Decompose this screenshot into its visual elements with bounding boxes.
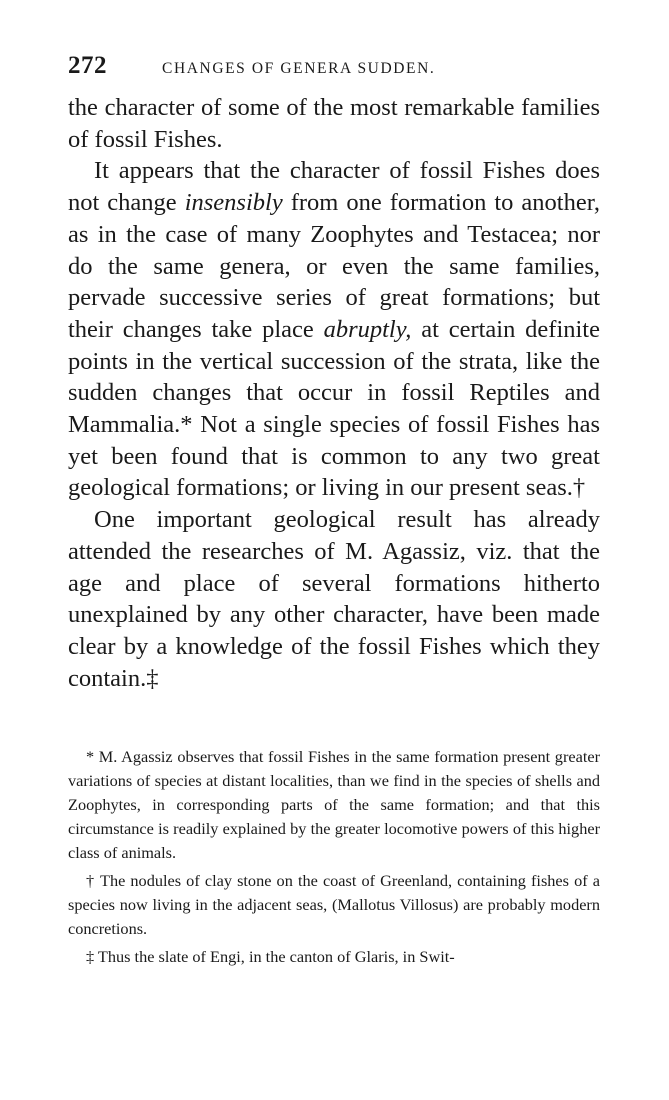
paragraph-2-part-c: from one formation to another, as in the case of many Zoophytes and Testacea; nor do the same genera, or even the same families, pervade successive series of great formations; but their changes take place — [68, 189, 601, 343]
footnote-dagger: † The nodules of clay stone on the coast of Greenland, containing fishes of a species now living in the adjacent seas, (Mallotus Villosus) are probably modern concretions. — [68, 870, 600, 938]
page-header — [68, 52, 600, 92]
body-text — [68, 92, 600, 694]
running-head: CHANGES OF GENERA SUDDEN. — [162, 60, 436, 77]
footnotes — [68, 745, 600, 968]
footnote-asterisk: * M. Agassiz observes that fossil Fishes in the same formation present greater variations of species at distant localities, than we find in the species of shells and Zoophytes, in corresponding parts of the same formation; and that this circumstance is readily explained by the greater locomotive powers of this higher class of animals. — [68, 747, 600, 862]
page-number: 272 — [68, 52, 107, 79]
paragraph-2-part-a: It appears that the character of fossil Fishes does not change — [68, 157, 600, 217]
paragraph-2-part-e: at certain definite points in the vertical succession of the strata, like the sudden changes that occur in fossil Reptiles and Mammalia.* Not a single species of fossil Fishes has yet been found that is common to any two great geological formations; or living in our present seas.† — [68, 315, 600, 502]
section-spacer — [68, 694, 600, 745]
italic-abruptly: abruptly, — [323, 315, 412, 343]
book-page — [68, 52, 600, 973]
paragraph-1: the character of some of the most remarkable families of fossil Fishes. — [68, 94, 600, 153]
paragraph-2 — [68, 155, 600, 504]
paragraph-3: One important geological result has already attended the researches of M. Agassiz, viz. that the age and place of several formations hitherto unexplained by any other character, have been made clear by a knowledge of the fossil Fishes which they contain.‡ — [68, 506, 600, 692]
footnote-double-dagger: ‡ Thus the slate of Engi, in the canton of Glaris, in Swit- — [86, 946, 455, 966]
italic-insensibly: insensibly — [184, 189, 283, 217]
